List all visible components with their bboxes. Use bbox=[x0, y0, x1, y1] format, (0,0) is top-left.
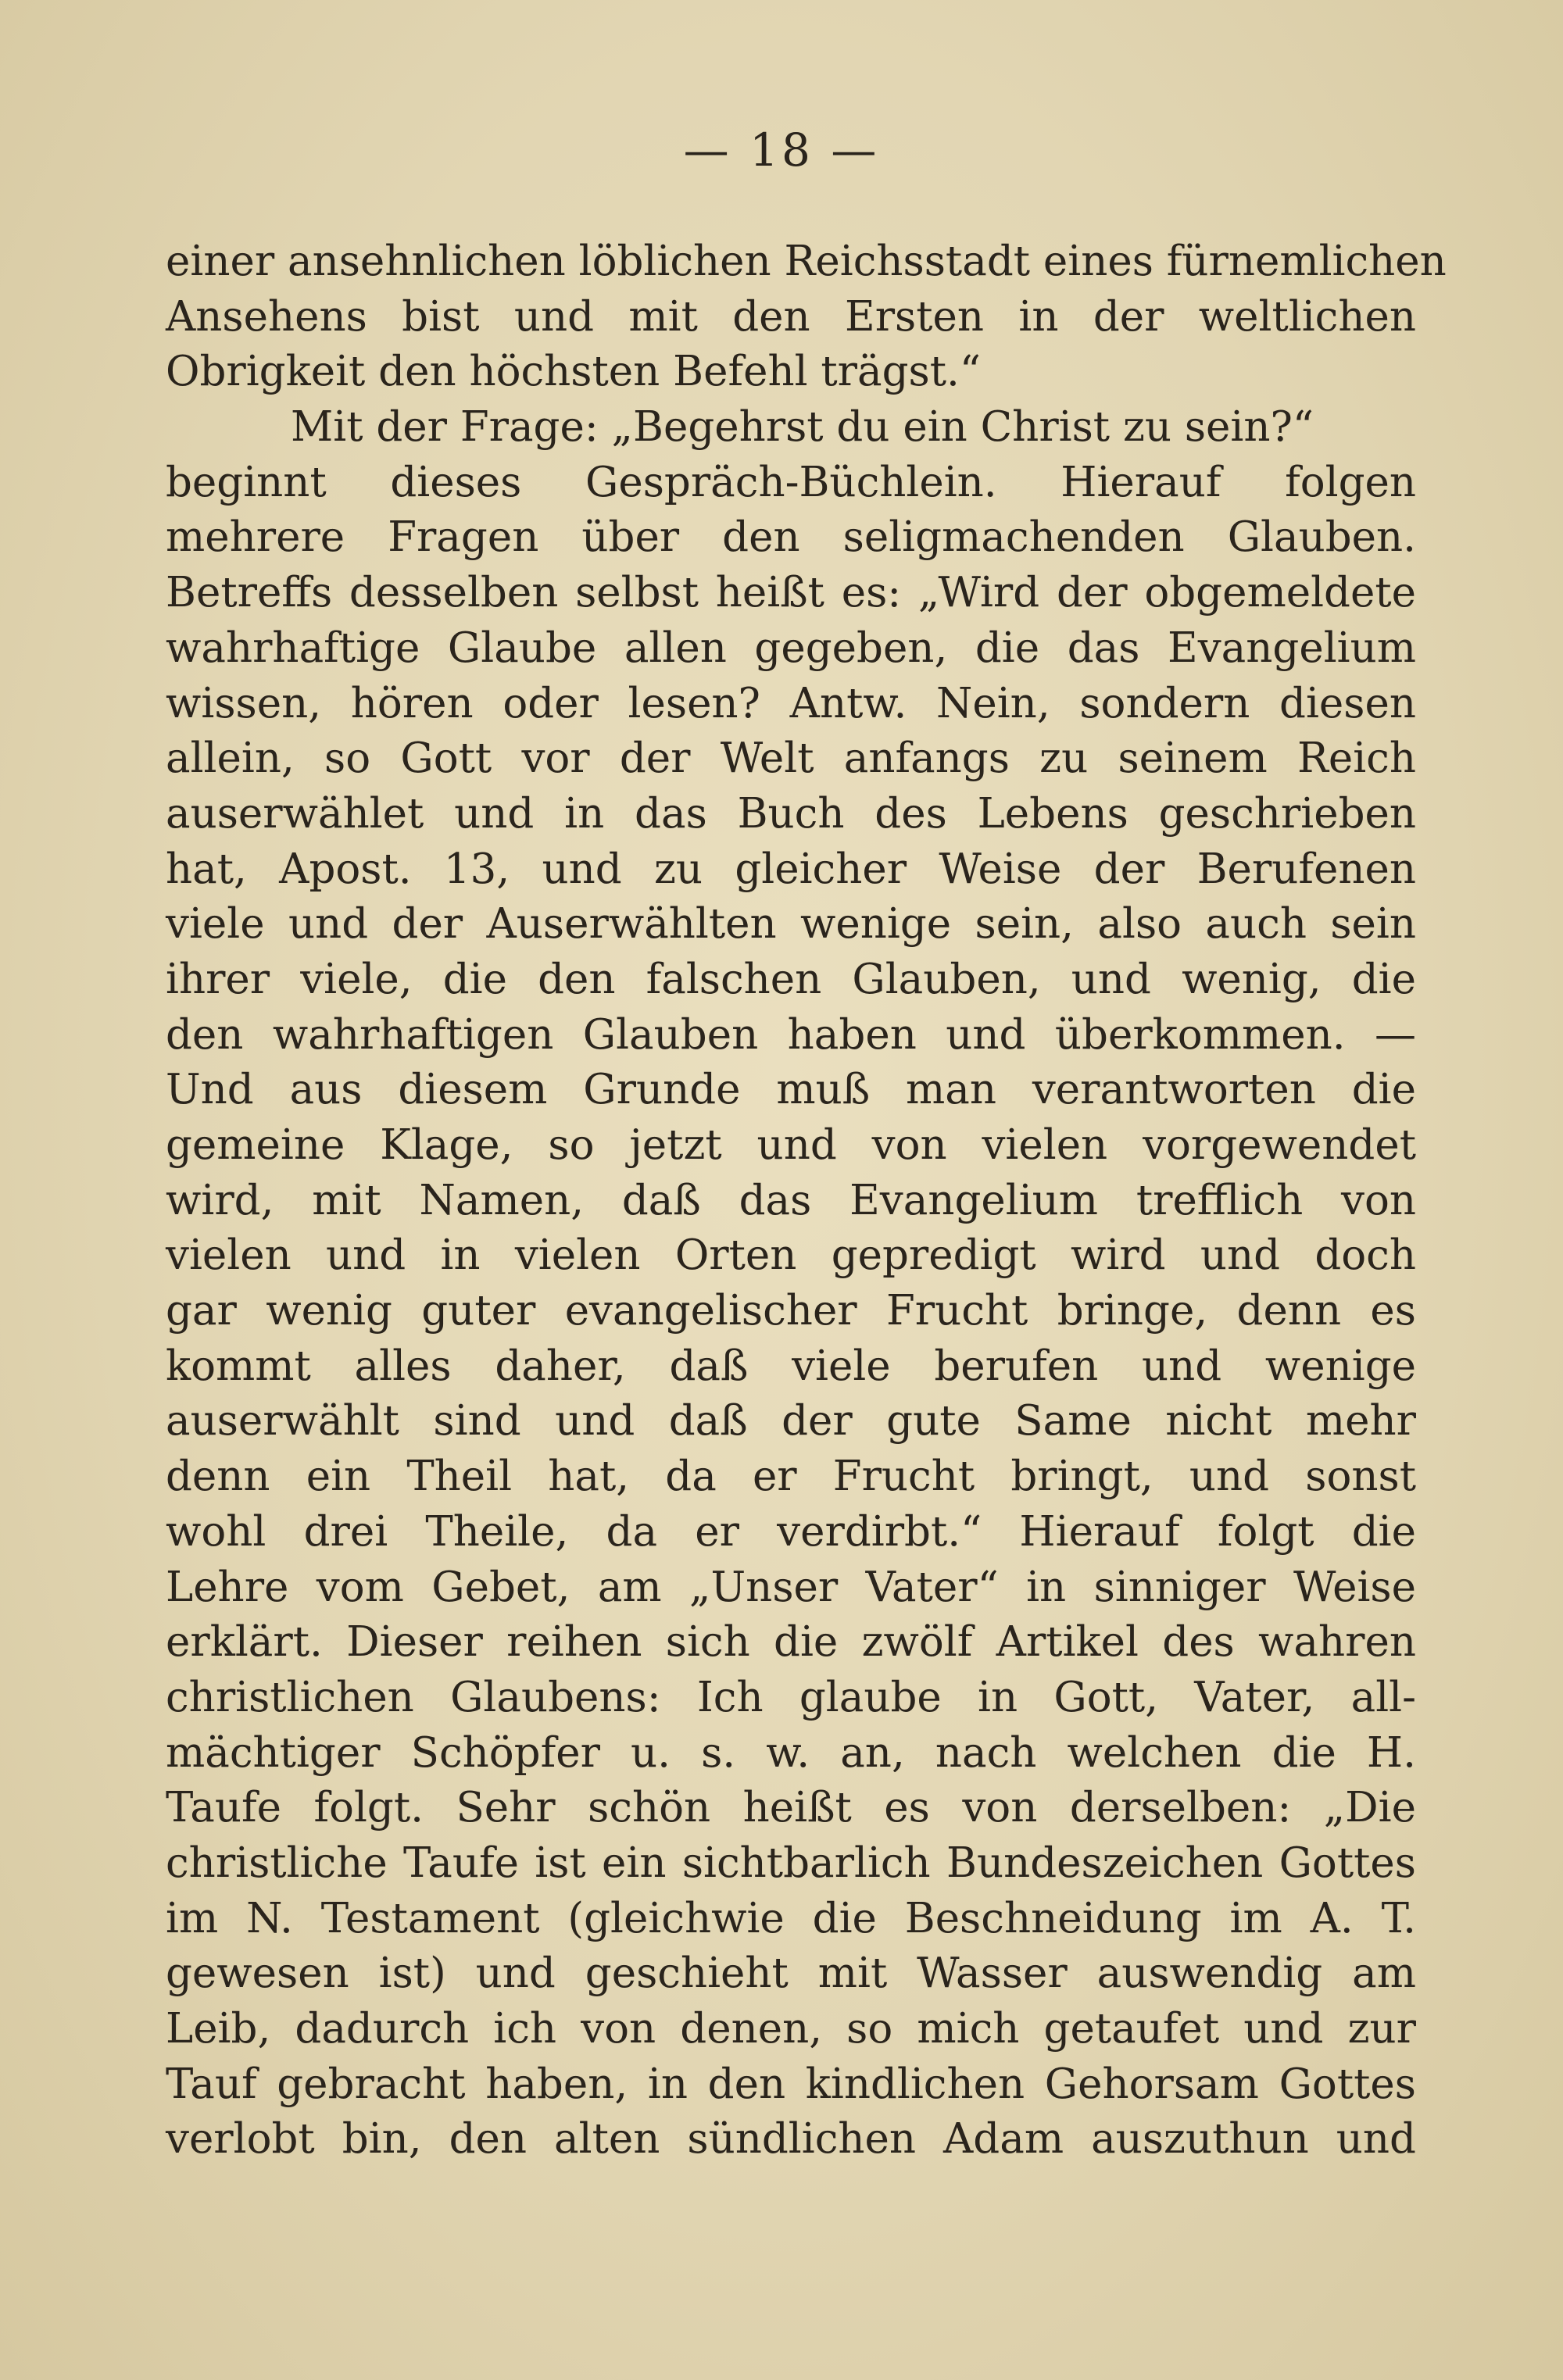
text-line: viele und der Auserwählten wenige sein, also auch sein bbox=[166, 900, 1416, 949]
text-line: Ansehens bist und mit den Ersten in der weltlichen bbox=[166, 292, 1416, 341]
text-line: hat, Apost. 13, und zu gleicher Weise der Berufenen bbox=[166, 845, 1416, 893]
text-line: Tauf gebracht haben, in den kindlichen Gehorsam Gottes bbox=[166, 2060, 1416, 2108]
page-number: — 18 — bbox=[683, 123, 880, 177]
text-line: mehrere Fragen über den seligmachenden Glauben. bbox=[166, 513, 1416, 562]
text-line: Und aus diesem Grunde muß man verantworten die bbox=[166, 1066, 1416, 1114]
text-line: wissen, hören oder lesen? Antw. Nein, sondern diesen bbox=[166, 679, 1416, 727]
text-line: allein, so Gott vor der Welt anfangs zu seinem Reich bbox=[166, 734, 1416, 783]
text-line: Betreffs desselben selbst heißt es: „Wird der obgemeldete bbox=[166, 569, 1416, 617]
text-line: auserwählet und in das Buch des Lebens geschrieben bbox=[166, 789, 1416, 838]
text-line: beginnt dieses Gespräch-Büchlein. Hierauf folgen bbox=[166, 458, 1416, 506]
text-line: wohl drei Theile, da er verdirbt.“ Hierauf folgt die bbox=[166, 1507, 1416, 1556]
text-line: mächtiger Schöpfer u. s. w. an, nach welchen die H. bbox=[166, 1728, 1416, 1777]
text-line: christliche Taufe ist ein sichtbarlich Bundeszeichen Gottes bbox=[166, 1839, 1416, 1887]
text-line: Leib, dadurch ich von denen, so mich getaufet und zur bbox=[166, 2005, 1416, 2053]
text-line: Mit der Frage: „Begehrst du ein Christ zu sein?“ bbox=[291, 403, 1314, 452]
text-line: einer ansehnlichen löblichen Reichsstadt eines fürnemlichen bbox=[166, 238, 1447, 285]
text-line: im N. Testament (gleichwie die Beschneidung im A. T. bbox=[166, 1894, 1416, 1942]
text-line: verlobt bin, den alten sündlichen Adam auszuthun und bbox=[166, 2115, 1416, 2164]
text-line: wahrhaftige Glaube allen gegeben, die das Evangelium bbox=[166, 624, 1416, 672]
text-line: Obrigkeit den höchsten Befehl trägst.“ bbox=[166, 348, 981, 396]
text-line: gewesen ist) und geschieht mit Wasser auswendig am bbox=[166, 1949, 1416, 1998]
text-line: gemeine Klage, so jetzt und von vielen vorgewendet bbox=[166, 1121, 1416, 1169]
text-line: gar wenig guter evangelischer Frucht bringe, denn es bbox=[166, 1287, 1416, 1335]
text-line: wird, mit Namen, daß das Evangelium trefflich von bbox=[166, 1176, 1416, 1224]
text-line: Lehre vom Gebet, am „Unser Vater“ in sinniger Weise bbox=[166, 1563, 1416, 1611]
text-line: erklärt. Dieser reihen sich die zwölf Artikel des wahren bbox=[166, 1618, 1416, 1667]
text-line: Taufe folgt. Sehr schön heißt es von derselben: „Die bbox=[166, 1784, 1416, 1832]
text-line: christlichen Glaubens: Ich glaube in Gott, Vater, all- bbox=[166, 1673, 1416, 1721]
text-line: denn ein Theil hat, da er Frucht bringt, und sonst bbox=[166, 1453, 1416, 1501]
text-line: den wahrhaftigen Glauben haben und überkommen. — bbox=[166, 1010, 1416, 1059]
text-line: auserwählt sind und daß der gute Same nicht mehr bbox=[166, 1397, 1416, 1446]
text-line: vielen und in vielen Orten gepredigt wird und doch bbox=[166, 1231, 1416, 1280]
text-line: kommt alles daher, daß viele berufen und wenige bbox=[166, 1342, 1416, 1390]
body-text bbox=[166, 234, 1447, 2167]
text-line: ihrer viele, die den falschen Glauben, und wenig, die bbox=[166, 955, 1416, 1003]
